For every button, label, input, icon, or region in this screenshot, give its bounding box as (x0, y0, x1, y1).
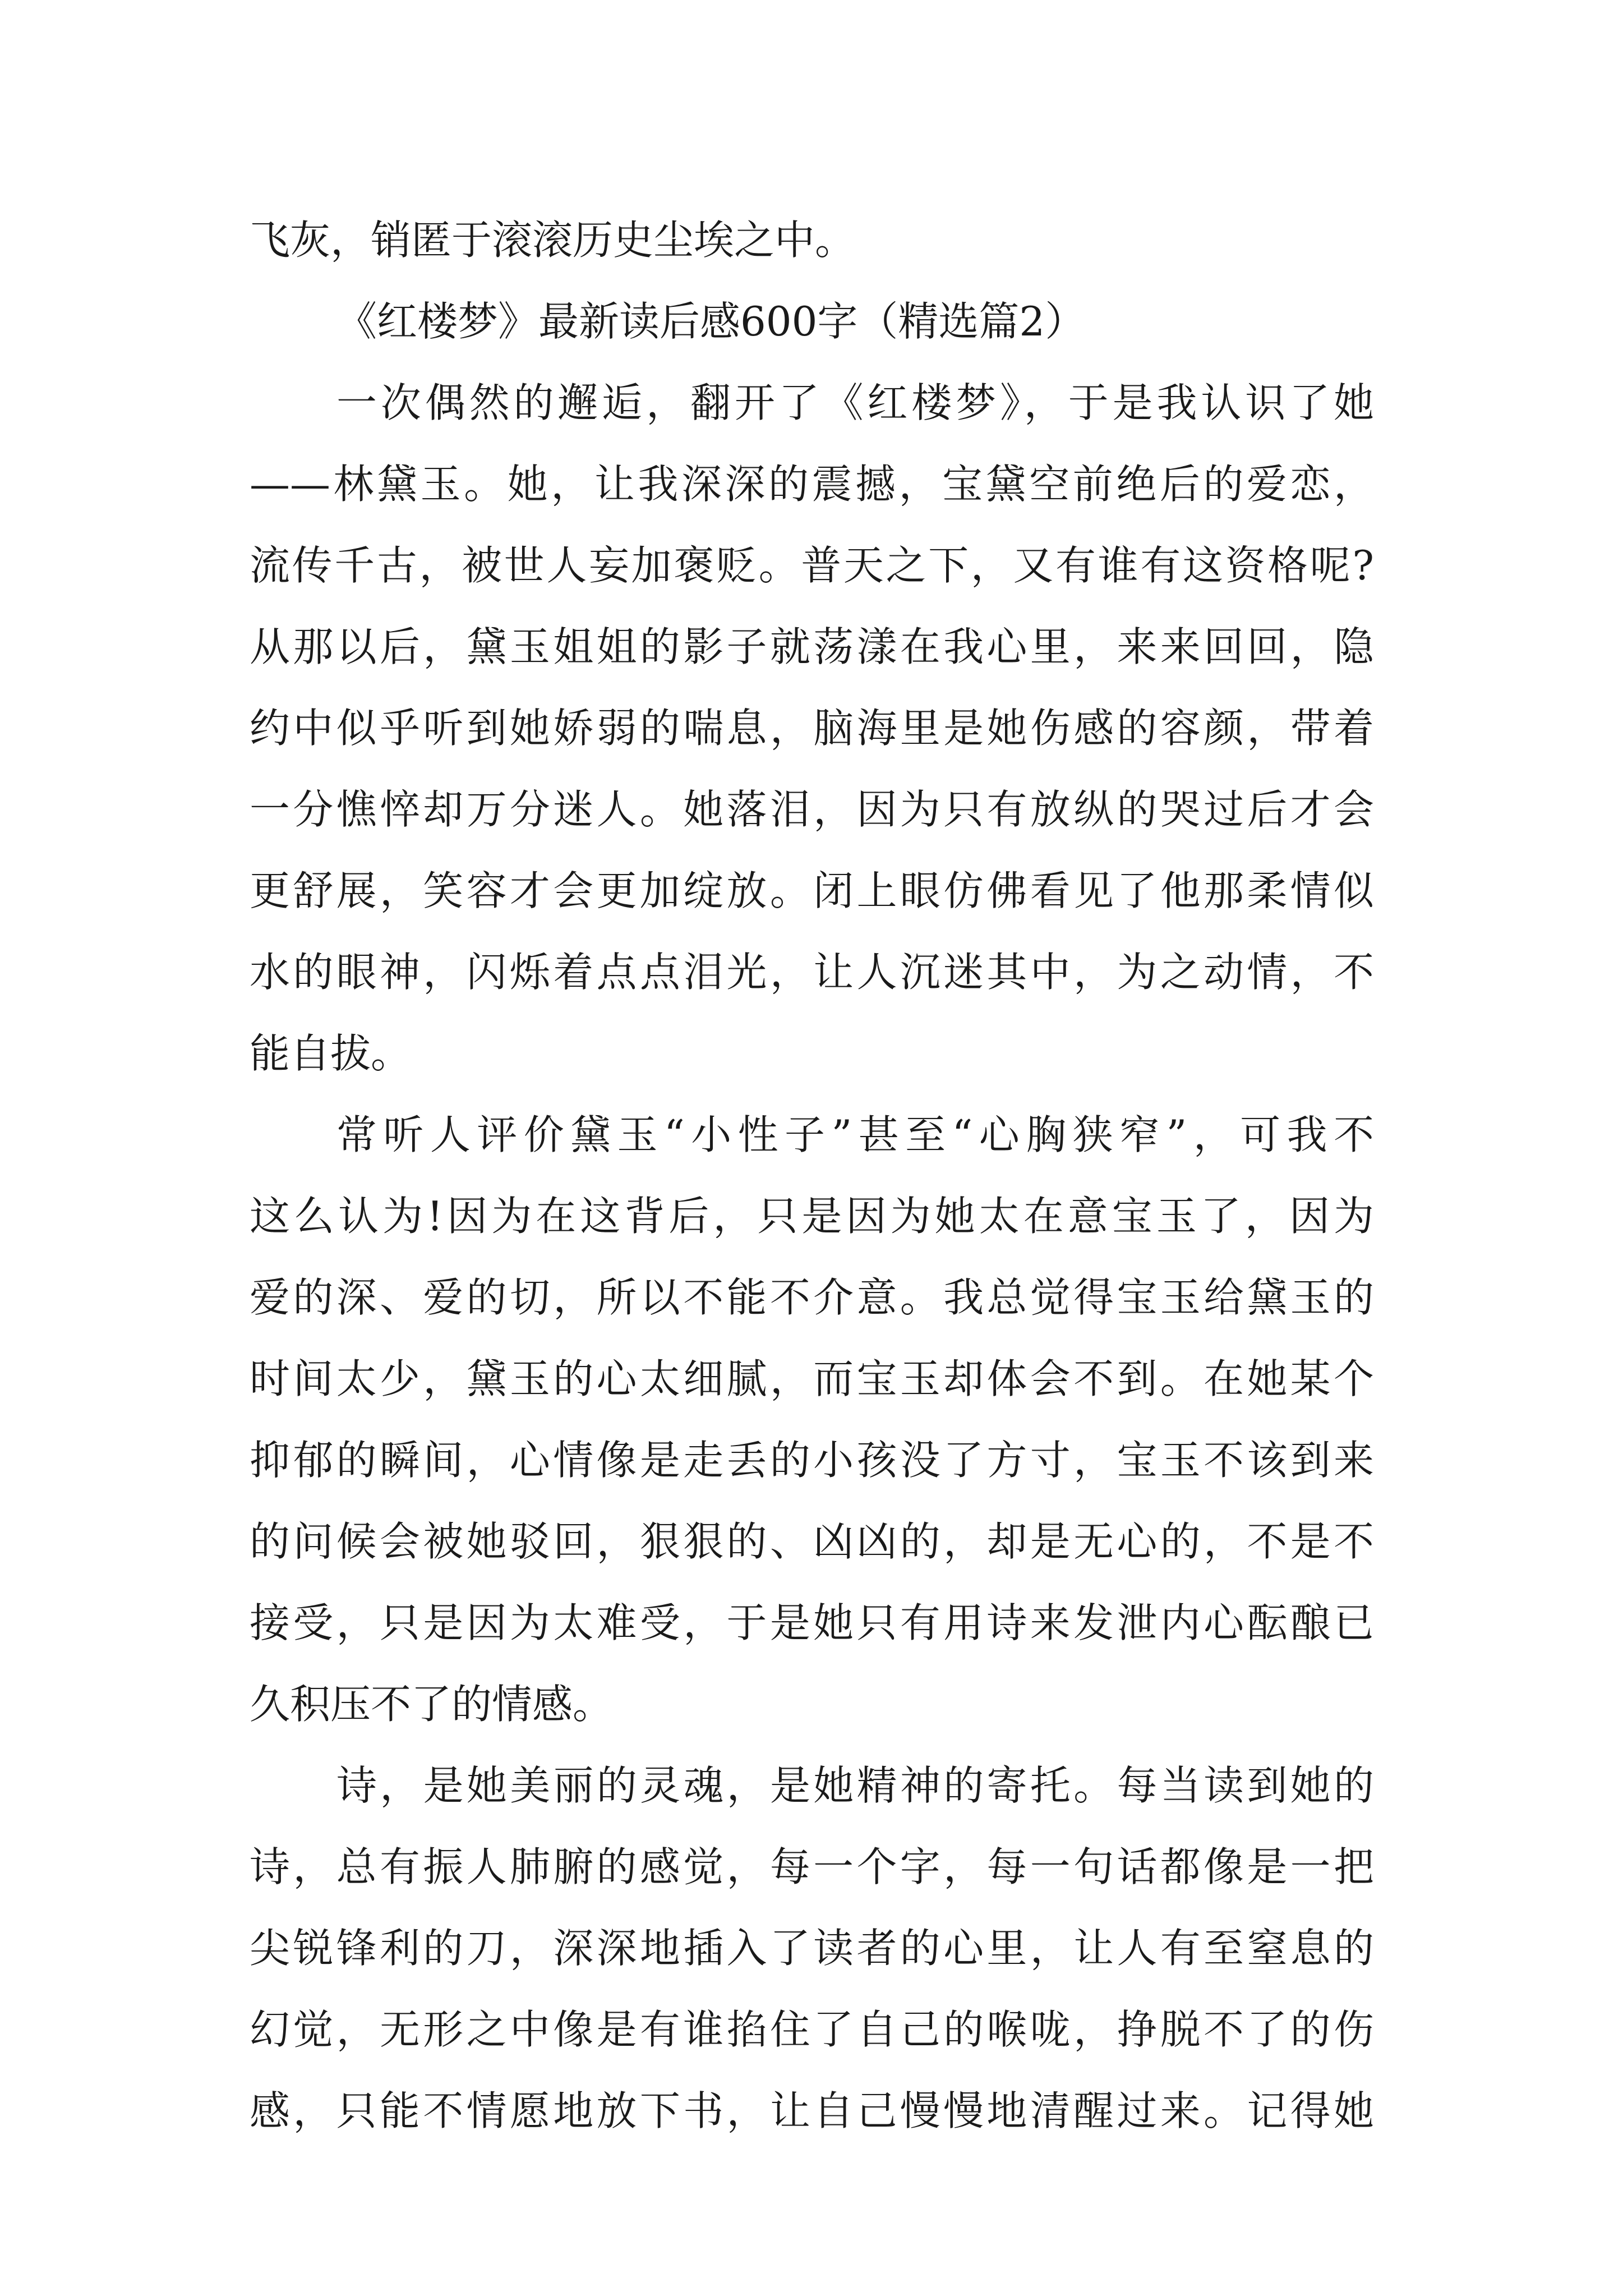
text-line: 尖锐锋利的刀，深深地插入了读者的心里，让人有至窒息的 (250, 1925, 1374, 1972)
text-line: 更舒展，笑容才会更加绽放。闭上眼仿佛看见了他那柔情似 (250, 867, 1374, 914)
section-heading: 《红楼梦》最新读后感600字（精选篇2） (336, 298, 1086, 345)
text-line: 约中似乎听到她娇弱的喘息，脑海里是她伤感的容颜，带着 (250, 705, 1374, 752)
text-line: 诗，总有振人肺腑的感觉，每一个字，每一句话都像是一把 (250, 1843, 1374, 1890)
text-line: 久积压不了的情感。 (250, 1681, 614, 1728)
text-line: 能自拔。 (250, 1030, 412, 1077)
text-line: 接受，只是因为太难受，于是她只有用诗来发泄内心酝酿已 (250, 1599, 1374, 1646)
text-line: 诗，是她美丽的灵魂，是她精神的寄托。每当读到她的 (336, 1762, 1374, 1809)
text-line: 水的眼神，闪烁着点点泪光，让人沉迷其中，为之动情，不 (250, 949, 1374, 996)
text-line: 这么认为!因为在这背后，只是因为她太在意宝玉了，因为 (250, 1193, 1374, 1240)
text-line: 抑郁的瞬间，心情像是走丢的小孩没了方寸，宝玉不该到来 (250, 1437, 1374, 1484)
text-line: 一分憔悴却万分迷人。她落泪，因为只有放纵的哭过后才会 (250, 786, 1374, 833)
text-line: 幻觉，无形之中像是有谁掐住了自己的喉咙，挣脱不了的伤 (250, 2006, 1374, 2053)
text-line: ——林黛玉。她，让我深深的震撼，宝黛空前绝后的爱恋， (250, 461, 1374, 508)
text-line: 常听人评价黛玉“小性子”甚至“心胸狭窄”，可我不 (336, 1111, 1374, 1158)
text-line: 流传千古，被世人妄加褒贬。普天之下，又有谁有这资格呢? (250, 542, 1374, 589)
text-line: 感，只能不情愿地放下书，让自己慢慢地清醒过来。记得她 (250, 2087, 1374, 2134)
text-line: 一次偶然的邂逅，翻开了《红楼梦》，于是我认识了她 (336, 379, 1374, 426)
text-line: 的问候会被她驳回，狠狠的、凶凶的，却是无心的，不是不 (250, 1518, 1374, 1565)
text-line: 爱的深、爱的切，所以不能不介意。我总觉得宝玉给黛玉的 (250, 1274, 1374, 1321)
text-line: 飞灰，销匿于滚滚历史尘埃之中。 (250, 217, 856, 264)
text-line: 时间太少，黛玉的心太细腻，而宝玉却体会不到。在她某个 (250, 1355, 1374, 1402)
text-line: 从那以后，黛玉姐姐的影子就荡漾在我心里，来来回回，隐 (250, 623, 1374, 670)
